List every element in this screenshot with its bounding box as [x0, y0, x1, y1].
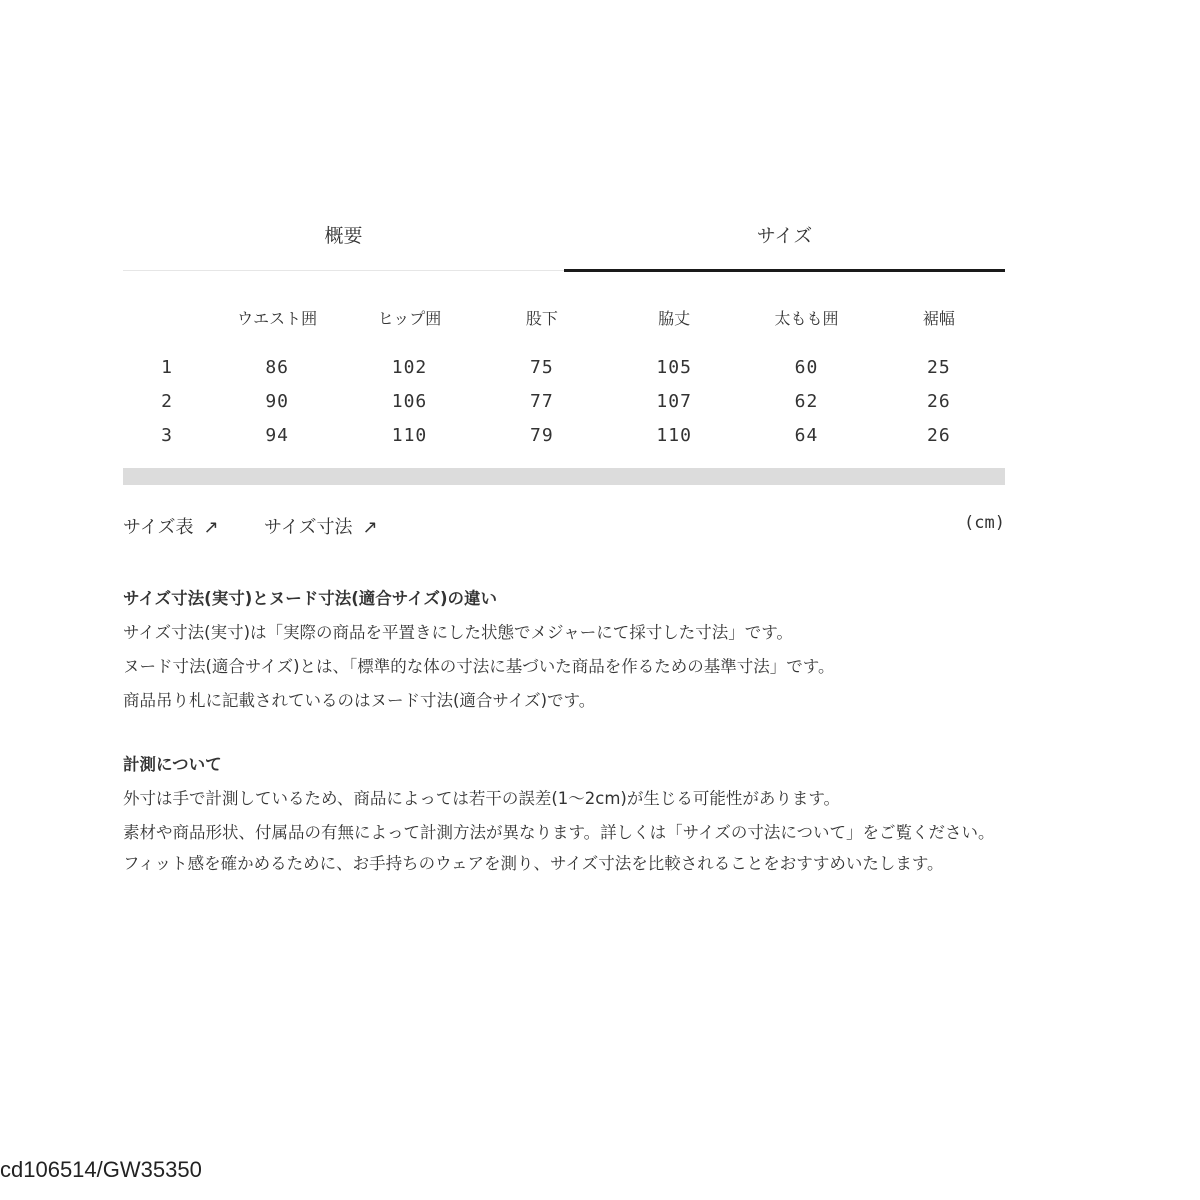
external-arrow-icon: ↗	[203, 517, 219, 538]
table-cell: 75	[529, 356, 554, 378]
size-chart-link-label: サイズ表	[123, 517, 194, 538]
table-row	[123, 418, 1005, 452]
table-cell: 90	[265, 390, 290, 412]
table-horizontal-scrollbar[interactable]	[123, 468, 1005, 485]
table-header-hem-width: 裾幅	[922, 308, 955, 328]
tab-active-indicator	[564, 269, 1005, 272]
table-cell: 26	[926, 390, 951, 412]
size-measure-link[interactable]	[264, 513, 378, 539]
table-cell: 107	[656, 390, 692, 412]
table-header-thigh: 太もも囲	[774, 308, 839, 328]
tab-bar	[123, 210, 1005, 272]
table-header-size	[123, 300, 211, 334]
external-arrow-icon: ↗	[362, 517, 378, 538]
size-table	[123, 300, 1005, 452]
tab-size[interactable]: サイズ	[756, 225, 813, 247]
table-header-inseam: 股下	[525, 308, 558, 328]
size-notes	[123, 582, 1005, 881]
table-cell: 79	[529, 424, 554, 446]
notes-section2-line: フィット感を確かめるために、お手持ちのウェアを測り、サイズ寸法を比較されることをおすすめいたします。	[123, 854, 944, 873]
table-cell: 110	[656, 424, 692, 446]
tab-overview[interactable]: 概要	[324, 225, 363, 247]
table-cell: 102	[391, 356, 428, 378]
notes-section2-line: 外寸は手で計測しているため、商品によっては若干の誤差(1〜2cm)が生じる可能性があります。	[123, 789, 841, 808]
notes-section1-line: サイズ寸法(実寸)は「実際の商品を平置きにした状態でメジャーにて採寸した寸法」です。	[123, 623, 793, 642]
size-links	[123, 513, 1005, 537]
table-header-side-length: 脇丈	[658, 308, 691, 328]
table-header-hip: ヒップ囲	[377, 308, 442, 328]
table-header-row	[123, 300, 1005, 334]
table-cell: 86	[265, 356, 290, 378]
table-cell: 2	[161, 390, 173, 412]
unit-label: (cm)	[964, 513, 1005, 533]
table-cell: 77	[529, 390, 554, 412]
table-cell: 106	[391, 390, 428, 412]
notes-section1-title: サイズ寸法(実寸)とヌード寸法(適合サイズ)の違い	[123, 589, 498, 608]
table-cell: 110	[391, 424, 428, 446]
table-cell: 3	[161, 424, 173, 446]
size-panel	[123, 210, 1005, 873]
table-row	[123, 350, 1005, 384]
table-row	[123, 384, 1005, 418]
table-header-waist: ウエスト囲	[237, 308, 318, 328]
table-cell: 105	[656, 356, 692, 378]
table-cell: 60	[794, 356, 819, 378]
notes-section2-title: 計測について	[123, 755, 222, 774]
table-cell: 26	[926, 424, 951, 446]
table-cell: 94	[265, 424, 290, 446]
notes-section1-line: 商品吊り札に記載されているのはヌード寸法(適合サイズ)です。	[123, 691, 596, 710]
product-code: cd106514/GW35350	[0, 1157, 202, 1182]
table-cell: 62	[794, 390, 819, 412]
size-chart-link[interactable]	[123, 513, 219, 539]
size-measure-link-label: サイズ寸法	[264, 517, 353, 538]
notes-section2-line: 素材や商品形状、付属品の有無によって計測方法が異なります。詳しくは「サイズの寸法について」をご覧ください。	[123, 823, 995, 842]
table-cell: 25	[926, 356, 951, 378]
notes-section1-line: ヌード寸法(適合サイズ)とは、「標準的な体の寸法に基づいた商品を作るための基準寸法」です。	[123, 657, 835, 676]
table-cell: 1	[161, 356, 173, 378]
table-cell: 64	[794, 424, 819, 446]
